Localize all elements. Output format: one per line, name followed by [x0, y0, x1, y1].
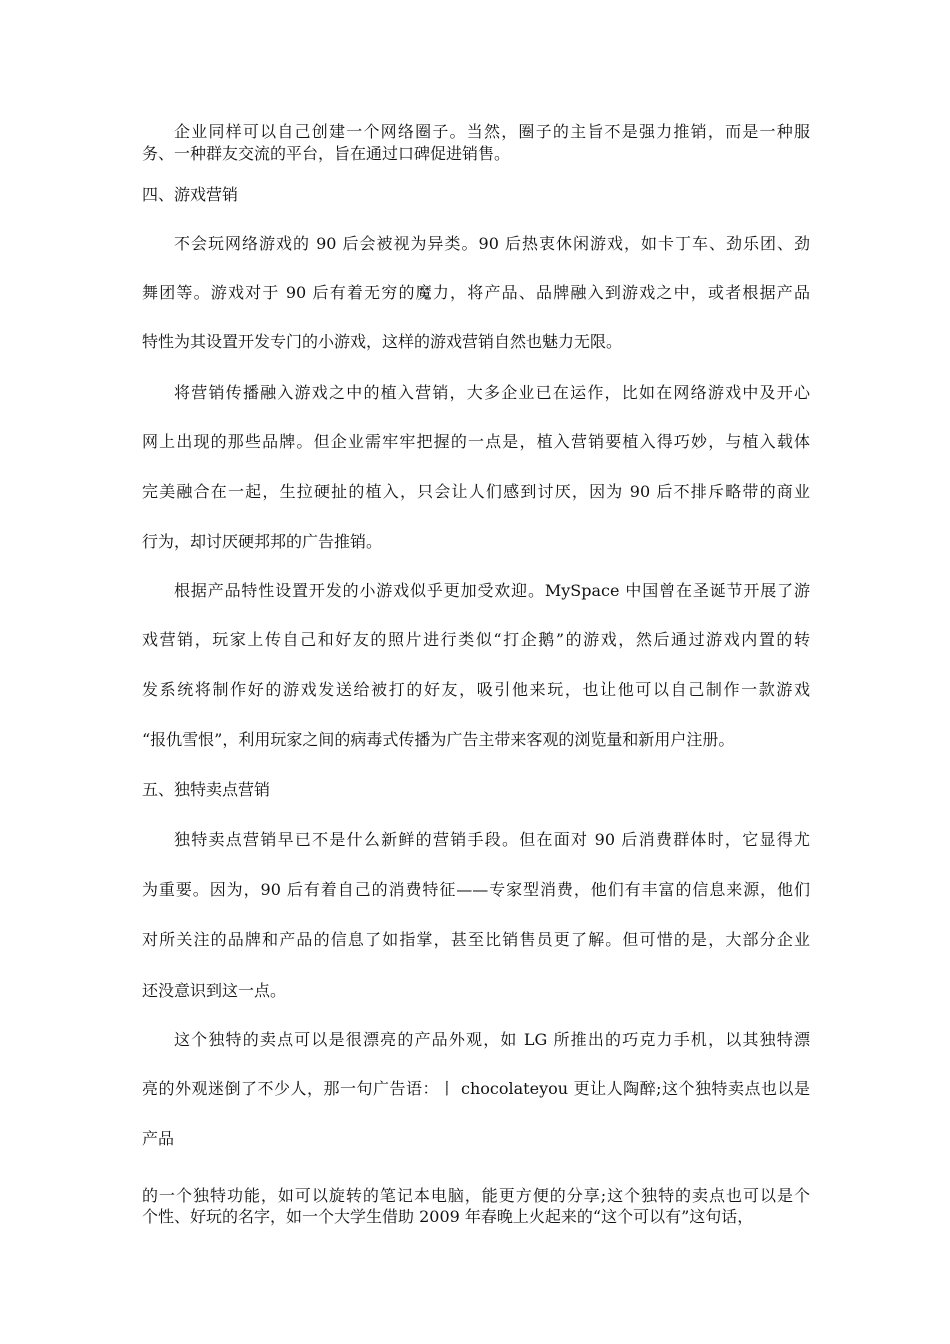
paragraph-line: 独特卖点营销早已不是什么新鲜的营销手段。但在面对 90 后消费群体时，它显得尤 — [174, 830, 810, 849]
paragraph-line: 行为，却讨厌硬邦邦的广告推销。 — [142, 532, 383, 551]
paragraph-line: 为重要。因为，90 后有着自己的消费特征——专家型消费，他们有丰富的信息来源，他们 — [142, 880, 810, 899]
paragraph-line: 还没意识到这一点。 — [142, 981, 287, 1000]
paragraph-line: 的一个独特功能，如可以旋转的笔记本电脑，能更方便的分享;这个独特的卖点也可以是个 — [142, 1186, 810, 1205]
section-heading: 五、独特卖点营销 — [142, 780, 271, 799]
paragraph-line: 这个独特的卖点可以是很漂亮的产品外观，如 LG 所推出的巧克力手机，以其独特漂 — [174, 1030, 810, 1049]
paragraph-line: 亮的外观迷倒了不少人，那一句广告语：丨 chocolateyou 更让人陶醉;这个独特卖点也以是 — [142, 1079, 810, 1098]
paragraph-line: 个性、好玩的名字，如一个大学生借助 2009 年春晚上火起来的“这个可以有”这句话， — [142, 1207, 754, 1226]
paragraph-line: 发系统将制作好的游戏发送给被打的好友，吸引他来玩，也让他可以自己制作一款游戏 — [142, 680, 810, 699]
paragraph-line: 不会玩网络游戏的 90 后会被视为异类。90 后热衷休闲游戏，如卡丁车、劲乐团、劲 — [174, 234, 810, 253]
paragraph-line: 务、一种群友交流的平台，旨在通过口碑促进销售。 — [142, 144, 511, 163]
paragraph-line: 戏营销，玩家上传自己和好友的照片进行类似“打企鹅”的游戏，然后通过游戏内置的转 — [142, 630, 810, 649]
paragraph-line: 对所关注的品牌和产品的信息了如指掌，甚至比销售员更了解。但可惜的是，大部分企业 — [142, 930, 810, 949]
paragraph-line: 网上出现的那些品牌。但企业需牢牢把握的一点是，植入营销要植入得巧妙，与植入载体 — [142, 432, 810, 451]
paragraph-line: 根据产品特性设置开发的小游戏似乎更加受欢迎。MySpace 中国曾在圣诞节开展了游 — [174, 581, 810, 600]
paragraph-line: 将营销传播融入游戏之中的植入营销，大多企业已在运作，比如在网络游戏中及开心 — [174, 383, 810, 402]
paragraph-line: “报仇雪恨”，利用玩家之间的病毒式传播为广告主带来客观的浏览量和新用户注册。 — [142, 730, 735, 749]
paragraph-line: 企业同样可以自己创建一个网络圈子。当然，圈子的主旨不是强力推销，而是一种服 — [174, 122, 810, 141]
section-heading: 四、游戏营销 — [142, 185, 239, 204]
paragraph-line: 产品 — [142, 1129, 175, 1148]
paragraph-line: 特性为其设置开发专门的小游戏，这样的游戏营销自然也魅力无限。 — [142, 332, 623, 351]
paragraph-line: 完美融合在一起，生拉硬扯的植入，只会让人们感到讨厌，因为 90 后不排斥略带的商业 — [142, 482, 810, 501]
paragraph-line: 舞团等。游戏对于 90 后有着无穷的魔力，将产品、品牌融入到游戏之中，或者根据产品 — [142, 283, 810, 302]
